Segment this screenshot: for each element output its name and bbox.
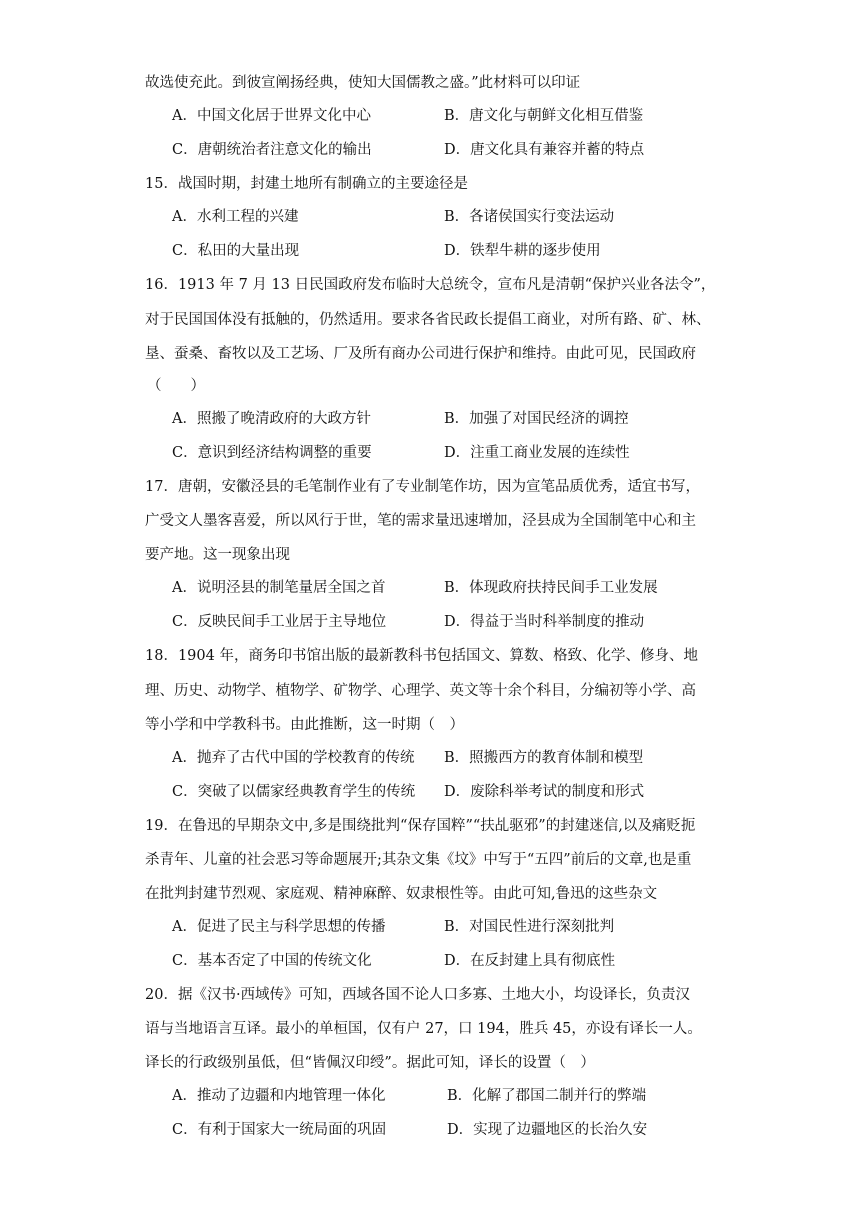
question-20-stem-line-3: 译长的行政级别虽低，但“皆佩汉印绶”。据此可知，译长的设置（ ）: [145, 1055, 595, 1071]
question-17-stem-line-1: 17．唐朝，安徽泾县的毛笔制作业有了专业制笔作坊，因为宣笔品质优秀，适宜书写，: [145, 479, 700, 495]
question-17-stem-line-2: 广受文人墨客喜爱，所以风行于世，笔的需求量迅速增加，泾县成为全国制笔中心和主: [145, 513, 696, 529]
question-15-option-a: A．水利工程的兴建: [172, 209, 299, 225]
question-17-stem-line-3: 要产地。这一现象出现: [145, 547, 290, 563]
question-20-option-a: A．推动了边疆和内地管理一体化: [172, 1088, 386, 1104]
question-14-option-a: A．中国文化居于世界文化中心: [172, 108, 371, 124]
question-20-option-d: D．实现了边疆地区的长治久安: [447, 1122, 648, 1138]
question-18-option-c: C．突破了以儒家经典教育学生的传统: [172, 784, 416, 800]
question-19-stem-line-2: 杀青年、儿童的社会恶习等命题展开;其杂文集《坟》中写于“五四”前后的文章,也是重: [145, 852, 692, 868]
question-20-option-c: C．有利于国家大一统局面的巩固: [172, 1122, 387, 1138]
question-16-stem-line-3: 垦、蚕桑、畜牧以及工艺场、厂及所有商办公司进行保护和维持。由此可见，民国政府: [145, 346, 696, 362]
question-16-option-a: A．照搬了晚清政府的大政方针: [172, 411, 371, 427]
question-20-option-b: B．化解了郡国二制并行的弊端: [447, 1088, 647, 1104]
question-14-option-c: C．唐朝统治者注意文化的输出: [172, 142, 372, 158]
question-20-stem-line-1: 20．据《汉书·西域传》可知，西域各国不论人口多寡、土地大小，均设译长，负责汉: [145, 987, 691, 1003]
question-18-option-d: D．废除科举考试的制度和形式: [444, 784, 645, 800]
question-20-stem-line-2: 语与当地语言互译。最小的单桓国，仅有户 27，口 194，胜兵 45，亦设有译长一人。: [145, 1021, 702, 1037]
question-16-option-d: D．注重工商业发展的连续性: [444, 445, 630, 461]
question-19-option-d: D．在反封建上具有彻底性: [444, 953, 616, 969]
question-18-stem-line-2: 理、历史、动物学、植物学、矿物学、心理学、英文等十余个科目，分编初等小学、高: [145, 683, 696, 699]
question-16-stem-line-2: 对于民国国体没有抵触的，仍然适用。要求各省民政长提倡工商业，对所有路、矿、林、: [145, 312, 711, 328]
question-17-option-b: B．体现政府扶持民间手工业发展: [444, 580, 658, 596]
question-14-stem-tail: 故选使充此。到彼宣阐扬经典，使知大国儒教之盛。”此材料可以印证: [145, 75, 581, 91]
question-18-option-a: A．抛弃了古代中国的学校教育的传统: [172, 750, 415, 766]
question-18-stem-line-3: 等小学和中学教科书。由此推断，这一时期（ ）: [145, 717, 464, 733]
question-18-option-b: B．照搬西方的教育体制和模型: [444, 750, 644, 766]
question-16-option-b: B．加强了对国民经济的调控: [444, 411, 629, 427]
question-17-option-a: A．说明泾县的制笔量居全国之首: [172, 580, 386, 596]
question-19-option-a: A．促进了民主与科学思想的传播: [172, 919, 386, 935]
question-19-option-c: C．基本否定了中国的传统文化: [172, 953, 372, 969]
question-18-stem-line-1: 18．1904 年，商务印书馆出版的最新教科书包括国文、算数、格致、化学、修身、地: [145, 648, 698, 664]
question-19-option-b: B．对国民性进行深刻批判: [444, 919, 615, 935]
question-16-stem-line-1: 16．1913 年 7 月 13 日民国政府发布临时大总统令，宣布凡是清朝“保护兴业各法令”，: [145, 277, 716, 293]
question-15-option-d: D．铁犁牛耕的逐步使用: [444, 243, 601, 259]
question-19-stem-line-3: 在批判封建节烈观、家庭观、精神麻醉、奴隶根性等。由此可知,鲁迅的这些杂文: [145, 886, 658, 902]
question-15-option-b: B．各诸侯国实行变法运动: [444, 209, 615, 225]
question-17-option-c: C．反映民间手工业居于主导地位: [172, 614, 387, 630]
question-15-stem: 15．战国时期，封建土地所有制确立的主要途径是: [145, 176, 468, 192]
question-15-option-c: C．私田的大量出现: [172, 243, 300, 259]
question-17-option-d: D．得益于当时科举制度的推动: [444, 614, 645, 630]
question-16-answer-blank: （ ）: [147, 378, 205, 394]
question-16-option-c: C．意识到经济结构调整的重要: [172, 445, 372, 461]
question-19-stem-line-1: 19．在鲁迅的早期杂文中,多是围绕批判“保存国粹”“扶乩驱邪”的封建迷信,以及痛贬扼: [145, 818, 696, 834]
question-14-option-b: B．唐文化与朝鲜文化相互借鉴: [444, 108, 644, 124]
question-14-option-d: D．唐文化具有兼容并蓄的特点: [444, 142, 645, 158]
